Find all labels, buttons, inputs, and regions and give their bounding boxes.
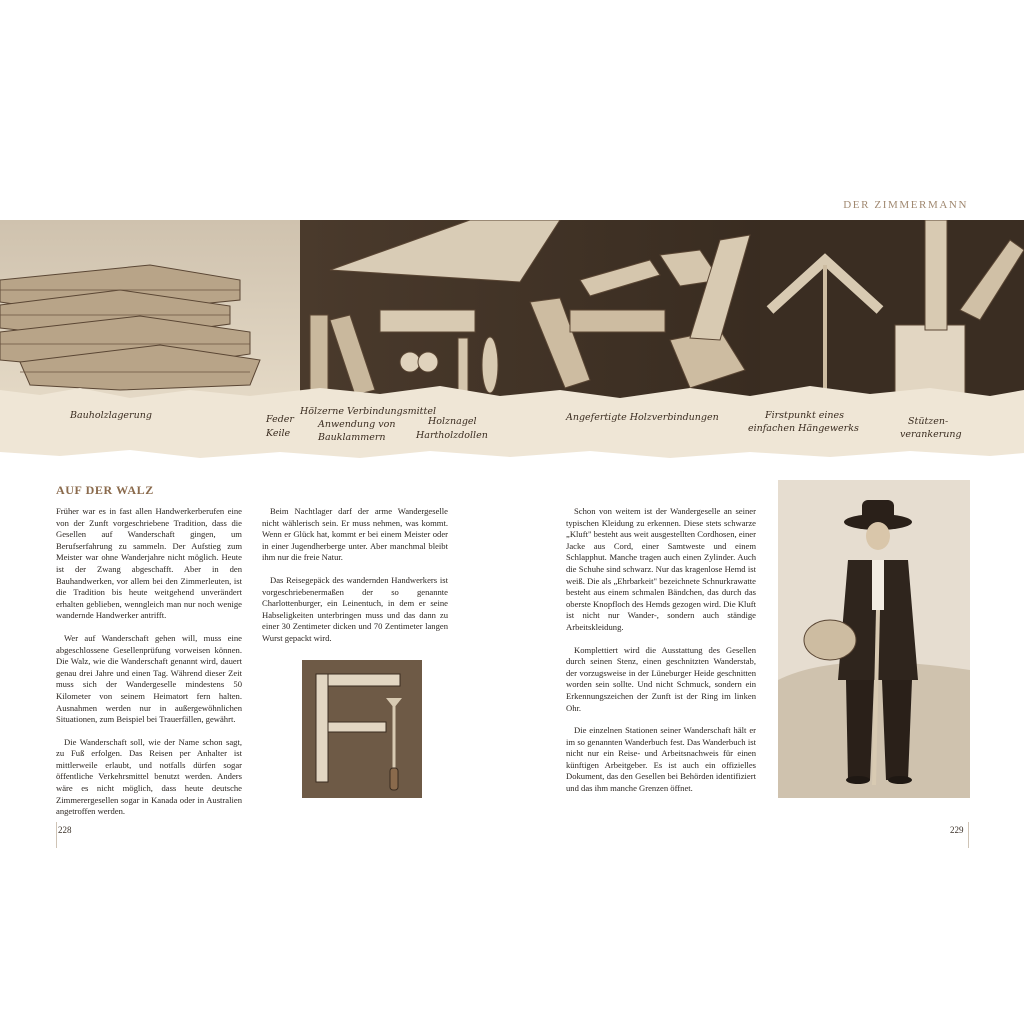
paragraph: Die Wanderschaft soll, wie der Name schon sagt, zu Fuß erfolgen. Das Reisen per Anhalter ist mittlerweile erlaubt, und notfalls dürfen sogar öffentliche Verkehrsmittel benutzt werden. Anders wäre es nicht möglich, dass heute deutsche Zimmerergesellen sogar in Kanada oder in Australien angetroffen werden. bbox=[56, 736, 242, 817]
left-page-rule bbox=[56, 822, 57, 848]
caption-stuetzen-2: verankerung bbox=[900, 429, 962, 440]
text-column-1 bbox=[56, 506, 242, 829]
caption-verbindungen: Angefertigte Holzverbindungen bbox=[566, 412, 719, 423]
paragraph: Beim Nachtlager darf der arme Wandergeselle nicht wählerisch sein. Er muss nehmen, was kommt. Wenn er Glück hat, kommt er bei einem Meister oder in einer Jugendherberge unter. Aber manchmal bleibt ihm nur die freie Natur. bbox=[262, 506, 448, 563]
paragraph: Komplettiert wird die Ausstattung des Gesellen durch seinen Stenz, einen geschnitzten Wanderstab, der vorzugsweise in der Lüneburger Heide geschnitten worden sein sollte. Und nicht Schmuck, sondern ein Erkennungszeichen der Zunft ist der Ring im linken Ohr. bbox=[566, 644, 756, 713]
text-column-2 bbox=[262, 506, 448, 656]
paragraph: Schon von weitem ist der Wandergeselle an seiner typischen Kleidung zu erkennen. Diese stets schwarze „Kluft" besteht aus weit ausgestellten Cordhosen, einer Jacke aus Cord, einer Samtweste und einem Schlapphut. Manche tragen auch einen Zylinder. Auch die Schuhe sind schwarz. Nur das kragenlose Hemd ist weiß. Die als „Ehrbarkeit" bezeichnete Schnurkrawatte besteht aus einem schmalen Bändchen, das durch das oberste Knopfloch des Hemds gezogen wird. Die Kluft ist nicht nur Wander-, sondern auch ständige Arbeitskleidung. bbox=[566, 506, 756, 632]
running-head: DER ZIMMERMANN bbox=[843, 199, 968, 211]
caption-bauholz: Bauholzlagerung bbox=[70, 410, 152, 421]
journeyman-drawing bbox=[778, 480, 970, 798]
section-heading: AUF DER WALZ bbox=[56, 483, 154, 497]
illustration-banner bbox=[0, 220, 1024, 460]
banner-illustration bbox=[0, 220, 1024, 460]
caption-holznagel-2: Hartholzdollen bbox=[416, 430, 488, 441]
paragraph: Die einzelnen Stationen seiner Wanderschaft hält er im so genannten Wanderbuch fest. Das Wanderbuch ist nicht nur ein Reise- und Arbeitsnachweis für einen künftigen Arbeitgeber. Es ist auch ein offizielles Dokument, das den Gesellen bei Behörden identifiziert und das ihm manche Grenzen öffnet. bbox=[566, 725, 756, 794]
caption-keile: Keile bbox=[266, 428, 291, 439]
clamp-illustration bbox=[302, 660, 422, 798]
page-number-left: 228 bbox=[58, 825, 72, 835]
clamp-drawing bbox=[302, 660, 422, 798]
right-page-rule bbox=[968, 822, 969, 848]
journeyman-illustration bbox=[778, 480, 970, 798]
text-column-3 bbox=[566, 506, 756, 806]
caption-verbindungsmittel-1: Hölzerne Verbindungsmittel bbox=[300, 406, 436, 417]
page-number-right: 229 bbox=[950, 825, 964, 835]
caption-holznagel-1: Holznagel bbox=[428, 416, 477, 427]
paragraph: Früher war es in fast allen Handwerkerberufen eine von der Zunft vorgeschriebene Tradition, dass die Gesellen auf Wanderschaft gingen, um Berufserfahrung zu sammeln. Der Aufstieg zum Meister war ohne Wanderjahre nicht möglich. Heute ist der Zwang abgeschafft. Aber in den Bauhandwerken, vor allem bei den Zimmerleuten, ist die Tradition bis heute weitgehend unverändert erhalten geblieben, wenngleich man nur noch wenige wandernde Handwerker antrifft. bbox=[56, 506, 242, 621]
caption-feder: Feder bbox=[266, 414, 294, 425]
caption-verbindungsmittel-2: Anwendung von bbox=[318, 419, 396, 430]
paragraph: Wer auf Wanderschaft gehen will, muss eine abgeschlossene Gesellenprüfung vorweisen können. Die Walz, wie die Wanderschaft genannt wird, dauert genau drei Jahre und einen Tag. Während dieser Zeit muss sich der Wandergeselle mindestens 50 Kilometer von seinem Heimatort fern halten. Ausnahmen werden nur in außergewöhnlichen Situationen, zum Beispiel bei Trauerfällen, gewährt. bbox=[56, 632, 242, 725]
caption-stuetzen-1: Stützen- bbox=[908, 416, 949, 427]
caption-firstpunkt-2: einfachen Hängewerks bbox=[748, 423, 859, 434]
caption-verbindungsmittel-3: Bauklammern bbox=[318, 432, 386, 443]
paragraph: Das Reisegepäck des wandernden Handwerkers ist vorgeschriebenermaßen der so genannte Charlottenburger, ein Leinentuch, in dem er seine Habseligkeiten unterbringen muss und das dann zu einer 30 Zentimeter dicken und 70 Zentimeter langen Wurst gepackt wird. bbox=[262, 574, 448, 643]
caption-firstpunkt-1: Firstpunkt eines bbox=[765, 410, 845, 421]
